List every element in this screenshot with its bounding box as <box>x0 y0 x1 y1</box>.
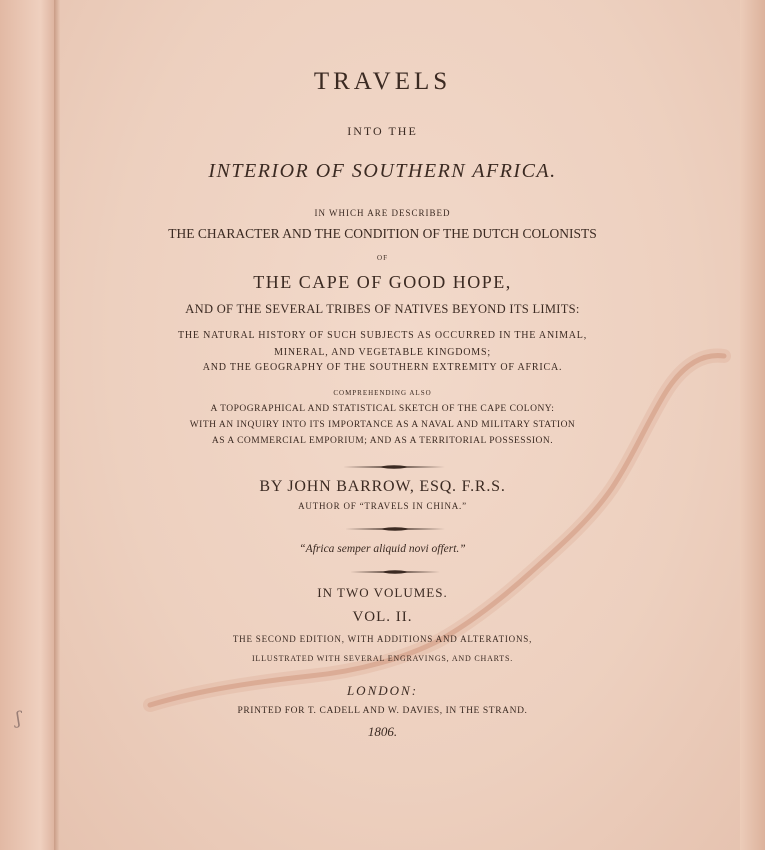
natural-history-line-1: THE NATURAL HISTORY OF SUCH SUBJECTS AS OCCURRED IN THE ANIMAL, <box>177 330 588 341</box>
ornamental-rule-2 <box>345 526 445 532</box>
imprint-year: 1806. <box>367 724 398 739</box>
commercial-line: AS A COMMERCIAL EMPORIUM; AND AS A TERRITORIAL POSSESSION. <box>211 436 554 446</box>
comprehending-also: COMPREHENDING ALSO <box>333 389 432 397</box>
character-line: THE CHARACTER AND THE CONDITION OF THE DUTCH COLONISTS <box>168 226 597 241</box>
latin-motto: “Africa semper aliquid novi offert.” <box>299 543 466 555</box>
volume-number: VOL. II. <box>352 609 413 625</box>
imprint-city: LONDON: <box>346 683 419 698</box>
edition-line-1: THE SECOND EDITION, WITH ADDITIONS AND ALTERATIONS, <box>232 634 533 644</box>
imprint-printer: PRINTED FOR T. CADELL AND W. DAVIES, IN THE STRAND. <box>237 706 528 716</box>
in-which-described: IN WHICH ARE DESCRIBED <box>314 208 451 218</box>
tribes-line: AND OF THE SEVERAL TRIBES OF NATIVES BEYOND ITS LIMITS: <box>185 302 580 316</box>
ornamental-rule-3 <box>350 569 440 575</box>
topographical-line: A TOPOGRAPHICAL AND STATISTICAL SKETCH OF THE CAPE COLONY: <box>210 404 555 414</box>
natural-history-line-3: AND THE GEOGRAPHY OF THE SOUTHERN EXTREMITY OF AFRICA. <box>202 362 563 373</box>
natural-history-line-2: MINERAL, AND VEGETABLE KINGDOMS; <box>274 347 491 358</box>
volumes-line: IN TWO VOLUMES. <box>317 585 448 600</box>
book-title: TRAVELS <box>313 68 452 95</box>
ornamental-rule-1 <box>343 464 445 470</box>
title-into-the: INTO THE <box>347 124 418 138</box>
author-of-line: AUTHOR OF “TRAVELS IN CHINA.” <box>298 501 467 511</box>
edition-line-2: ILLUSTRATED WITH SEVERAL ENGRAVINGS, AND CHARTS. <box>251 654 514 663</box>
of-line: OF <box>377 254 388 262</box>
author-line: BY JOHN BARROW, ESQ. F.R.S. <box>259 478 506 495</box>
inquiry-line: WITH AN INQUIRY INTO ITS IMPORTANCE AS A NAVAL AND MILITARY STATION <box>189 420 576 430</box>
cape-of-good-hope: THE CAPE OF GOOD HOPE, <box>253 272 512 292</box>
title-interior: INTERIOR OF SOUTHERN AFRICA. <box>208 160 557 182</box>
margin-pencil-mark: ʃ <box>16 708 21 729</box>
